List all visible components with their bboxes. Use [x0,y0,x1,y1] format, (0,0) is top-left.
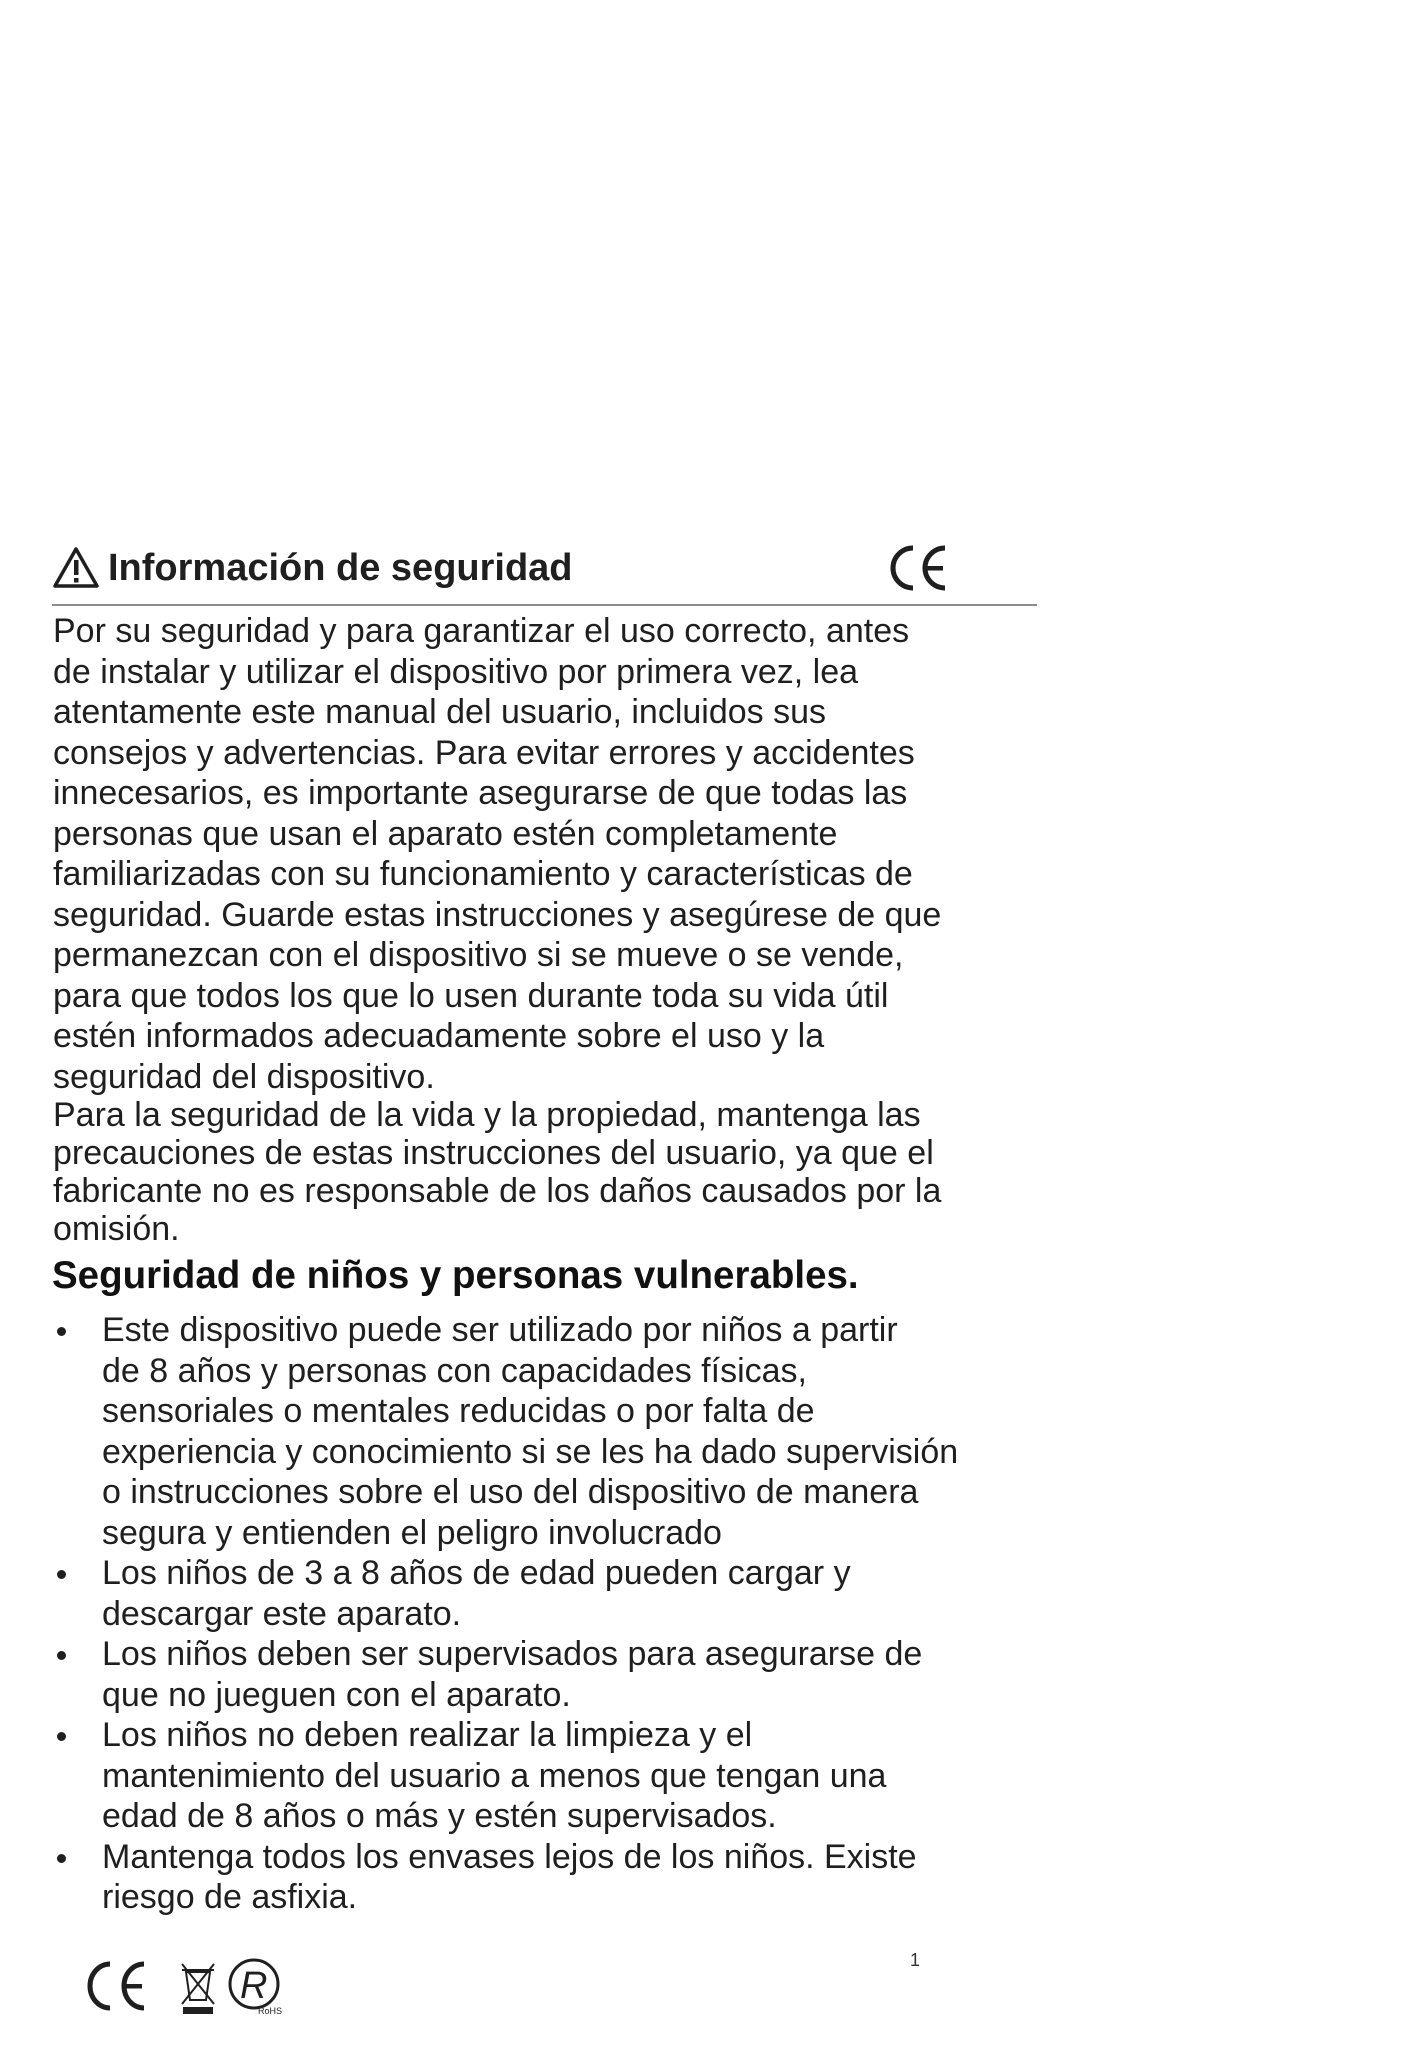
text-line: fabricante no es responsable de los daños causados por la [53,1172,942,1210]
text-line: Los niños no deben realizar la limpieza y el [102,1716,753,1754]
text-line: seguridad del dispositivo. [53,1057,435,1096]
section-header [52,540,1037,606]
list-item [52,1634,1052,1715]
list-item [52,1553,1052,1634]
bullet-icon [57,1651,66,1660]
text-line: Por su seguridad y para garantizar el uso correcto, antes [53,612,910,650]
text-line: personas que usan el aparato estén completamente [53,814,838,853]
rohs-r-icon [230,1960,282,2016]
text-line: innecesarios, es importante asegurarse de que todas las [53,774,908,812]
text-line: experiencia y conocimiento si se les ha dado supervisión [102,1432,959,1471]
bullet-icon [57,1854,66,1863]
svg-text:R: R [240,1965,268,2007]
list-item [52,1715,1052,1837]
bullet-icon [57,1327,66,1336]
svg-text:RoHS: RoHS [258,2006,283,2016]
text-line: permanezcan con el dispositivo si se mueve o se vende, [53,936,904,974]
text-line: segura y entienden el peligro involucrado [102,1513,722,1552]
children-safety-heading: Seguridad de niños y personas vulnerables. [52,1254,859,1297]
text-line: estén informados adecuadamente sobre el uso y la [53,1017,825,1055]
text-line: mantenimiento del usuario a menos que tengan una [102,1756,887,1795]
text-line: Los niños de 3 a 8 años de edad pueden cargar y [102,1554,851,1592]
text-line: descargar este aparato. [102,1594,462,1633]
text-line: de 8 años y personas con capacidades físicas, [102,1351,807,1390]
text-line: consejos y advertencias. Para evitar errores y accidentes [53,733,915,772]
text-line: atentamente este manual del usuario, incluidos sus [53,693,827,731]
text-line: familiarizadas con su funcionamiento y características de [53,855,913,893]
bullet-icon [57,1570,66,1579]
liability-paragraph [53,1096,1043,1248]
text-line: Los niños deben ser supervisados para asegurarse de [102,1635,923,1673]
text-line: precauciones de estas instrucciones del usuario, ya que el [53,1134,934,1172]
ce-mark-icon [90,1964,144,2008]
certification-marks [82,1950,312,2020]
bullet-icon [57,1732,66,1741]
intro-paragraph [53,611,1043,1097]
weee-crossed-bin-icon [182,1964,214,2013]
text-line: omisión. [53,1210,180,1248]
text-line: riesgo de asfixia. [102,1878,358,1916]
page-number: 1 [910,1950,921,1970]
text-line: de instalar y utilizar el dispositivo por primera vez, lea [53,652,859,691]
text-line: Para la seguridad de la vida y la propiedad, mantenga las [53,1096,921,1134]
ce-mark-icon [887,542,949,594]
list-item [52,1837,1052,1918]
warning-triangle-icon [52,546,100,590]
text-line: que no jueguen con el aparato. [102,1675,571,1714]
text-line: o instrucciones sobre el uso del dispositivo de manera [102,1473,919,1511]
list-item [52,1310,1052,1553]
text-line: edad de 8 años o más y estén supervisados. [102,1797,777,1835]
text-line: Este dispositivo puede ser utilizado por niños a partir [102,1311,898,1349]
text-line: seguridad. Guarde estas instrucciones y asegúrese de que [53,895,942,934]
page-title: Información de seguridad [108,547,573,589]
text-line: sensoriales o mentales reducidas o por falta de [102,1392,815,1430]
children-safety-list [52,1310,1052,1918]
text-line: Mantenga todos los envases lejos de los niños. Existe [102,1837,917,1876]
text-line: para que todos los que lo usen durante toda su vida útil [53,976,889,1015]
